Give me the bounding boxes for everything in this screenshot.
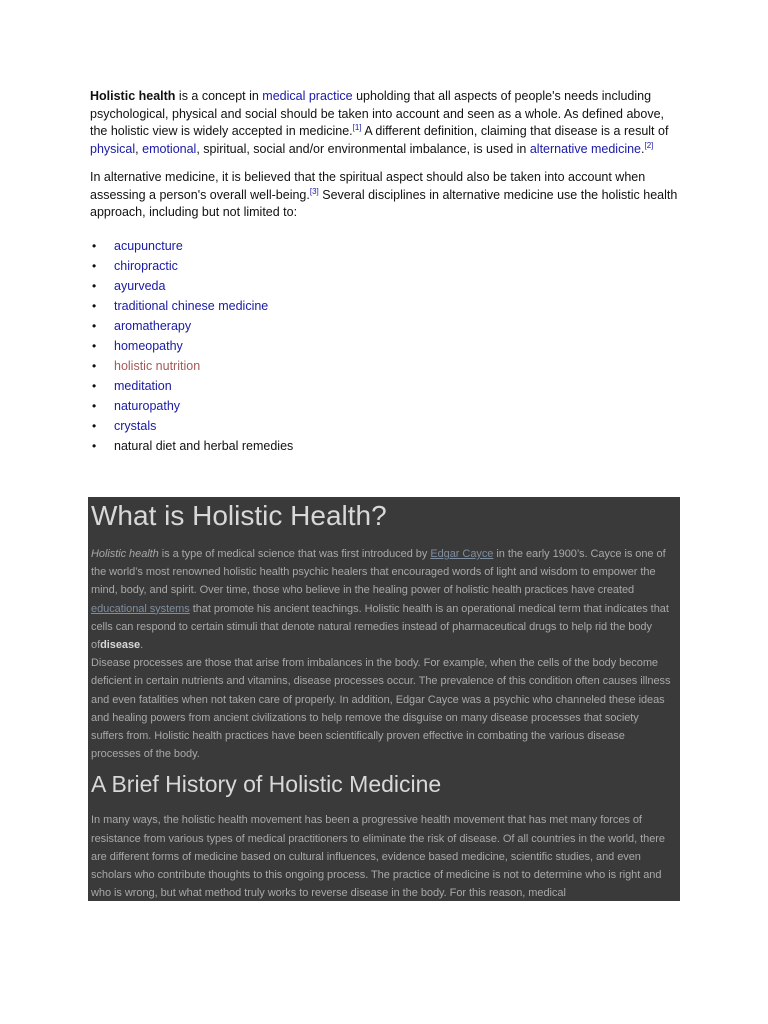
link-crystals[interactable]: crystals [114, 418, 157, 433]
link-educational-systems[interactable]: educational systems [91, 602, 190, 615]
link-chiropractic[interactable]: chiropractic [114, 258, 178, 273]
link-acupuncture[interactable]: acupuncture [114, 238, 183, 253]
list-item-aromatherapy [90, 316, 680, 336]
bullet-icon: • [92, 298, 97, 313]
list-item-chiropractic [90, 256, 680, 276]
text: that promote his ancient teachings. Holistic health is an operational medical term that indicates that cells can respond to certain stimuli that denote natural remedies instead of pharmaceutical drugs to help rid the body of [91, 602, 669, 652]
intro-paragraph-2 [90, 169, 680, 222]
intro-paragraph-1 [90, 88, 680, 158]
text: is a type of medical science that was first introduced by [158, 548, 431, 560]
citation-link-2[interactable]: [2] [644, 140, 654, 150]
list-item-homeopathy [90, 336, 680, 356]
bullet-icon: • [92, 278, 97, 293]
bullet-icon: • [92, 398, 97, 413]
list-item-meditation [90, 376, 680, 396]
disciplines-list [90, 236, 680, 456]
dark-paragraph-3: In many ways, the holistic health movement has been a progressive health movement that has met many forces of resistance from various types of medical practitioners to eliminate the risk of disease. Of all countries in the world, there are different forms of medicine based on cultural influences, evidence based medicine, scientific studies, and even scholars who contribute thoughts to this ongoing process. The practice of medicine is not to determine who is right and who is wrong, but what method truly works to reverse disease in the body. For this reason, medical [91, 814, 665, 900]
link-ayurveda[interactable]: ayurveda [114, 278, 166, 293]
list-item-naturopathy [90, 396, 680, 416]
term-holistic-health: Holistic health [90, 89, 176, 103]
text: In alternative medicine, it is believed that the spiritual aspect should also be taken into account when assessing a person's overall well-being. [90, 170, 646, 202]
bold-disease: disease [100, 639, 141, 652]
section-subheading: A Brief History of Holistic Medicine [91, 771, 442, 798]
dark-article-section [88, 497, 680, 901]
bullet-icon: • [92, 418, 97, 433]
bullet-icon: • [92, 338, 97, 353]
link-edgar-cayce[interactable]: Edgar Cayce [430, 548, 494, 560]
link-alternative-medicine[interactable]: alternative medicine [529, 141, 642, 156]
label-natural-diet: natural diet and herbal remedies [114, 438, 294, 453]
list-item-ayurveda [90, 276, 680, 296]
citation-1 [353, 123, 362, 132]
dark-paragraph-2: Disease processes are those that arise from imbalances in the body. For example, when the cells of the body become deficient in certain nutrients and vitamins, disease processes occur. The prevalence of this condition often causes illness and even fatalities when not taken care of properly. In addition, Edgar Cayce was a psychic who channeled these ideas and healing powers from ancient civilizations to help remove the disguise on many disease processes that society suffers from. Holistic health practices have been scientifically proven effective in combating the various disease processes of the body. [91, 657, 671, 761]
term-holistic-health-italic: Holistic health [91, 548, 159, 560]
link-emotional[interactable]: emotional [142, 141, 197, 156]
citation-link-1[interactable]: [1] [352, 123, 362, 132]
link-traditional-chinese-medicine[interactable]: traditional chinese medicine [114, 298, 269, 313]
bullet-icon: • [92, 238, 97, 253]
link-meditation[interactable]: meditation [114, 378, 172, 393]
text: . [641, 141, 645, 156]
bullet-icon: • [92, 258, 97, 273]
dark-paragraph-1 [88, 545, 680, 654]
link-aromatherapy[interactable]: aromatherapy [114, 318, 192, 333]
citation-2 [645, 141, 654, 150]
list-item-natural-diet [90, 436, 680, 456]
intro-section [90, 88, 680, 456]
text: , [135, 141, 143, 156]
list-item-acupuncture [90, 236, 680, 256]
citation-3 [310, 187, 319, 196]
list-item-traditional-chinese-medicine [90, 296, 680, 316]
text: Several disciplines in alternative medicine use the holistic health approach, including but not limited to: [90, 187, 678, 219]
list-item-holistic-nutrition [90, 356, 680, 376]
text: upholding that all aspects of people's needs including psychological, physical and social should be taken into account and seen as a whole. As defined above, the holistic view is widely accepted in medicine. [90, 89, 664, 138]
link-homeopathy[interactable]: homeopathy [114, 338, 183, 353]
bullet-icon: • [92, 318, 97, 333]
list-item-crystals [90, 416, 680, 436]
citation-link-3[interactable]: [3] [309, 186, 319, 196]
bullet-icon: • [92, 358, 97, 373]
bullet-icon: • [92, 438, 97, 453]
link-naturopathy[interactable]: naturopathy [114, 398, 181, 413]
link-medical-practice[interactable]: medical practice [262, 89, 353, 103]
text: in the early 1900’s. Cayce is one of the world’s most renowned holistic health psychic healers that encouraged words of light and wisdom to empower the mind, body, and spirit. Over time, those who believe in the healing power of holistic health practices have created [91, 548, 666, 597]
bullet-icon: • [92, 378, 97, 393]
link-physical[interactable]: physical [90, 141, 136, 156]
section-heading: What is Holistic Health? [91, 500, 387, 531]
text: , spiritual, social and/or environmental imbalance, is used in [196, 141, 530, 156]
text: is a concept in [175, 89, 263, 103]
link-holistic-nutrition[interactable]: holistic nutrition [114, 358, 201, 373]
text: . [140, 639, 144, 652]
text: A different definition, claiming that disease is a result of [361, 124, 669, 138]
